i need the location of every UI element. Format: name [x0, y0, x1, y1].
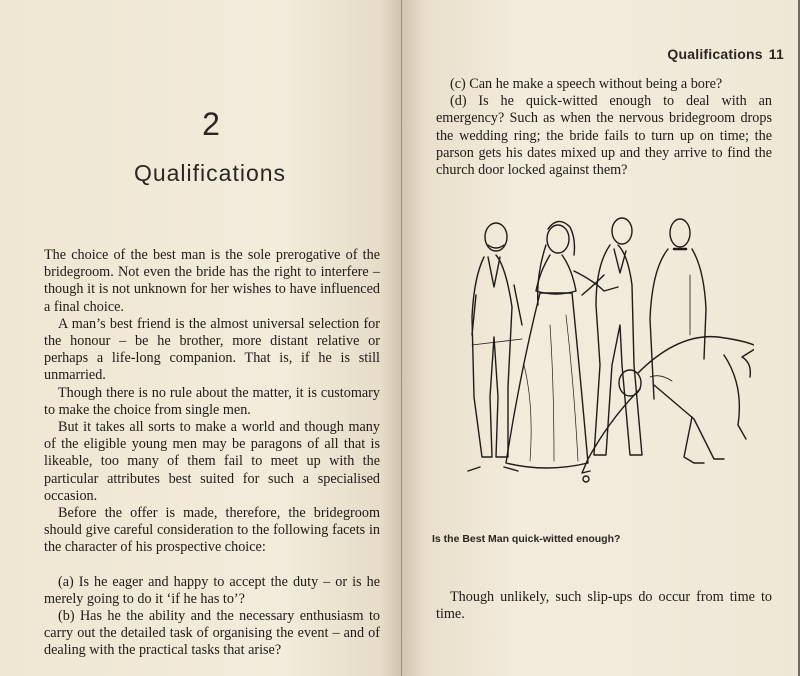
wedding-illustration — [454, 205, 754, 507]
vicar-figure — [650, 219, 706, 399]
chapter-number: 2 — [202, 106, 220, 142]
paragraph: Before the offer is made, therefore, the bridegroom should give careful consideration to the following facets in the character of his prospective choice: — [44, 505, 380, 556]
paragraph: Though there is no rule about the matter, it is customary to make the choice from single men. — [44, 384, 380, 418]
running-head-title: Qualifications — [667, 46, 763, 62]
right-bottom-text — [436, 589, 772, 623]
paragraph: The choice of the best man is the sole prerogative of the bridegroom. Not even the bride has the right to interfere – though it is not unknown for her wishes to have influenced a final choice. — [44, 247, 380, 315]
list-item: (d) Is he quick-witted enough to deal with an emergency? Such as when the nervous bridegroom drops the wedding ring; the bride fails to turn up on time; the parson gets his dates mixed up and they arrive to find the church door locked against them? — [436, 93, 772, 179]
ring-icon — [583, 476, 589, 482]
right-page — [402, 0, 798, 676]
groom-figure — [582, 218, 642, 455]
page-number: 11 — [768, 46, 784, 62]
bride-figure — [506, 221, 618, 468]
paragraph: Though unlikely, such slip-ups do occur from time to time. — [436, 589, 772, 623]
running-head — [648, 46, 784, 62]
best-man-figure — [582, 337, 754, 473]
father-figure — [468, 223, 522, 471]
list-item: (a) Is he eager and happy to accept the duty – or is he merely going to do it ‘if he has to’? — [44, 573, 380, 607]
paragraph: But it takes all sorts to make a world and though many of the eligible young men may be paragons of all that is likeable, too many of them fail to meet up with the particular attributes best suited for such a specialised occasion. — [44, 419, 380, 504]
list-item: (c) Can he make a speech without being a bore? — [450, 76, 723, 92]
illustration-caption: Is the Best Man quick-witted enough? — [432, 533, 621, 545]
list-item: (b) Has he the ability and the necessary enthusiasm to carry out the detailed task of organising the event – and of dealing with the practical tasks that arise? — [44, 608, 380, 659]
right-top-text — [436, 76, 772, 179]
chapter-title: Qualifications — [133, 160, 287, 186]
paragraph: A man’s best friend is the almost universal selection for the honour – be he brother, more distant relative or perhaps a life-long companion. That is, if he is still unmarried. — [44, 315, 380, 384]
left-body-text — [44, 247, 380, 660]
